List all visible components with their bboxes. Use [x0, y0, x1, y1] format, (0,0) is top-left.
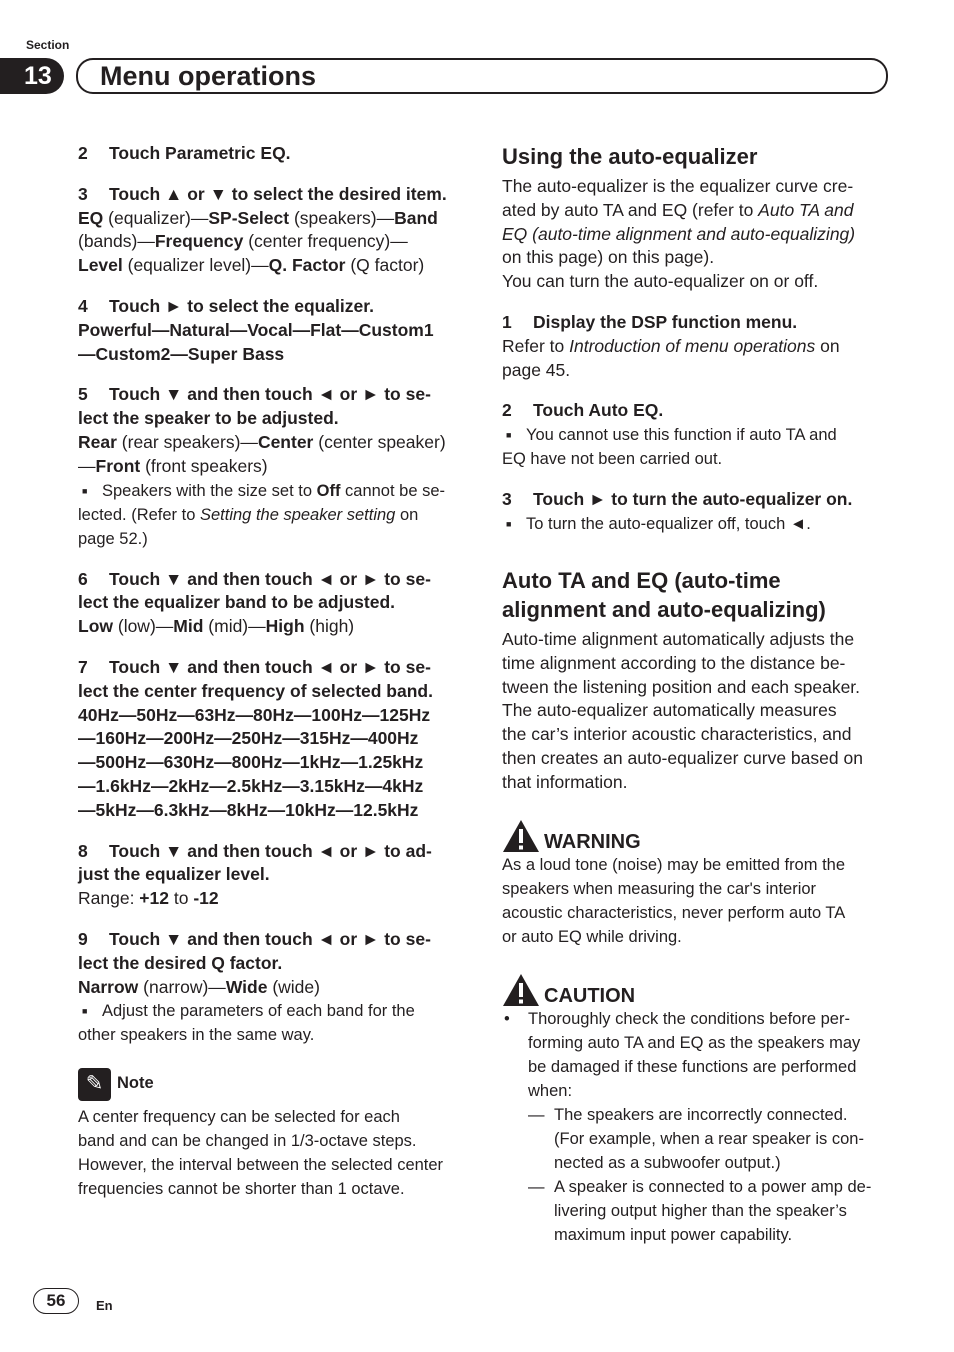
caution-body [502, 1007, 894, 1247]
link-intro-menu: Introduction of menu operations [569, 335, 816, 356]
warning-header [502, 819, 894, 853]
auto-step-3-note: ■ To turn the auto-equalizer off, touch ◄. [502, 512, 894, 536]
step-3: 3 Touch ▲ or ▼ to select the desired item. [78, 183, 447, 204]
step-6: 6 Touch ▼ and then touch ◄ or ► to se- lect the equalizer band to be adjusted. [78, 568, 431, 613]
step-8: 8 Touch ▼ and then touch ◄ or ► to ad- just the equalizer level. [78, 840, 432, 885]
step-9: 9 Touch ▼ and then touch ◄ or ► to se- lect the desired Q factor. [78, 928, 431, 973]
step-9-options: Narrow (narrow)—Wide (wide) [78, 976, 320, 997]
step-4-options: Powerful—Natural—Vocal—Flat—Custom1 —Custom2—Super Bass [78, 319, 434, 364]
heading-auto-equalizer: Using the auto-equalizer [502, 144, 758, 169]
auto-step-1: 1 Display the DSP function menu. [502, 311, 798, 332]
caution-icon [502, 973, 540, 1007]
warning-body: As a loud tone (noise) may be emitted from the speakers when measuring the car's interior acoustic characteristics, never perform auto TA or auto EQ while driving. [502, 855, 846, 946]
note-header [78, 1067, 470, 1101]
heading-auto-ta-eq: Auto TA and EQ (auto-time alignment and auto-equalizing) [502, 567, 826, 622]
auto-step-3: 3 Touch ► to turn the auto-equalizer on. [502, 489, 853, 510]
step-7-frequencies: 40Hz—50Hz—63Hz—80Hz—100Hz—125Hz —160Hz—200Hz—250Hz—315Hz—400Hz —500Hz—630Hz—800Hz—1kHz—1.25kHz —1.6kHz—2kHz—2.5kHz—3.15kHz—4kHz —5kHz—6.3kHz—8kHz—10kHz—12.5kHz [78, 704, 431, 820]
section-number-badge: 13 [0, 58, 64, 94]
auto-ta-description: Auto-time alignment automatically adjusts the time alignment according to the distance be- tween the listening position and each speaker. The auto-equalizer automatically measures the car’s interior acoustic characteristics, and then creates an auto-equalizer curve based on that information. [502, 628, 863, 792]
pencil-icon: ✎ [78, 1068, 111, 1101]
chapter-title-bar [76, 58, 888, 94]
step-9-note: ■ Adjust the parameters of each band for the other speakers in the same way. [78, 999, 470, 1047]
step-5: 5 Touch ▼ and then touch ◄ or ► to se- lect the speaker to be adjusted. [78, 384, 431, 429]
note-body: A center frequency can be selected for each band and can be changed in 1/3-octave steps. However, the interval between the selected center frequencies cannot be shorter than 1 octave. [78, 1108, 444, 1199]
caution-dash-2: — A speaker is connected to a power amp de- livering output higher than the speaker’s maximum input power capability. [502, 1175, 894, 1247]
auto-step-2-note: ■ You cannot use this function if auto TA and EQ have not been carried out. [502, 423, 894, 471]
auto-step-1-detail: Refer to Introduction of menu operations on page 45. [502, 335, 840, 380]
caution-header [502, 973, 894, 1007]
note-label: Note [117, 1074, 154, 1093]
step-8-range: Range: +12 to -12 [78, 888, 219, 909]
step-4: 4 Touch ► to select the equalizer. [78, 295, 374, 316]
auto-step-2: 2 Touch Auto EQ. [502, 400, 664, 421]
caution-dash-1: — The speakers are incorrectly connected. (For example, when a rear speaker is con- nected as a subwoofer output.) [502, 1103, 894, 1175]
auto-eq-intro: The auto-equalizer is the equalizer curve cre- ated by auto TA and EQ (refer to Auto TA and EQ (auto-time alignment and auto-equalizing) on this page) on this page). You can turn the auto-equalizer on or off. [502, 176, 856, 292]
chapter-title: Menu operations [100, 61, 317, 91]
link-speaker-setting: Setting the speaker setting [199, 505, 396, 524]
caution-bullet: • Thoroughly check the conditions before per- forming auto TA and EQ as the speakers may be damaged if these functions are performed when: [502, 1007, 894, 1103]
warning-label: WARNING [544, 830, 641, 853]
warning-icon [502, 819, 540, 853]
page-number: 56 [33, 1288, 79, 1314]
left-column [78, 142, 470, 1201]
step-5-options: Rear (rear speakers)—Center (center speaker) —Front (front speakers) [78, 431, 446, 476]
step-2: 2 Touch Parametric EQ. [78, 143, 291, 163]
step-6-options: Low (low)—Mid (mid)—High (high) [78, 616, 355, 637]
step-3-options: EQ (equalizer)—SP-Select (speakers)—Band (bands)—Frequency (center frequency)— Level (equalizer level)—Q. Factor (Q factor) [78, 207, 438, 276]
step-7: 7 Touch ▼ and then touch ◄ or ► to se- lect the center frequency of selected band. [78, 656, 433, 701]
caution-label: CAUTION [544, 984, 636, 1007]
language-label: En [96, 1298, 113, 1313]
section-label: Section [26, 38, 70, 52]
right-column [502, 142, 894, 1247]
step-5-note: ■ Speakers with the size set to Off cannot be se- lected. (Refer to Setting the speaker setting on page 52.) [78, 479, 470, 551]
